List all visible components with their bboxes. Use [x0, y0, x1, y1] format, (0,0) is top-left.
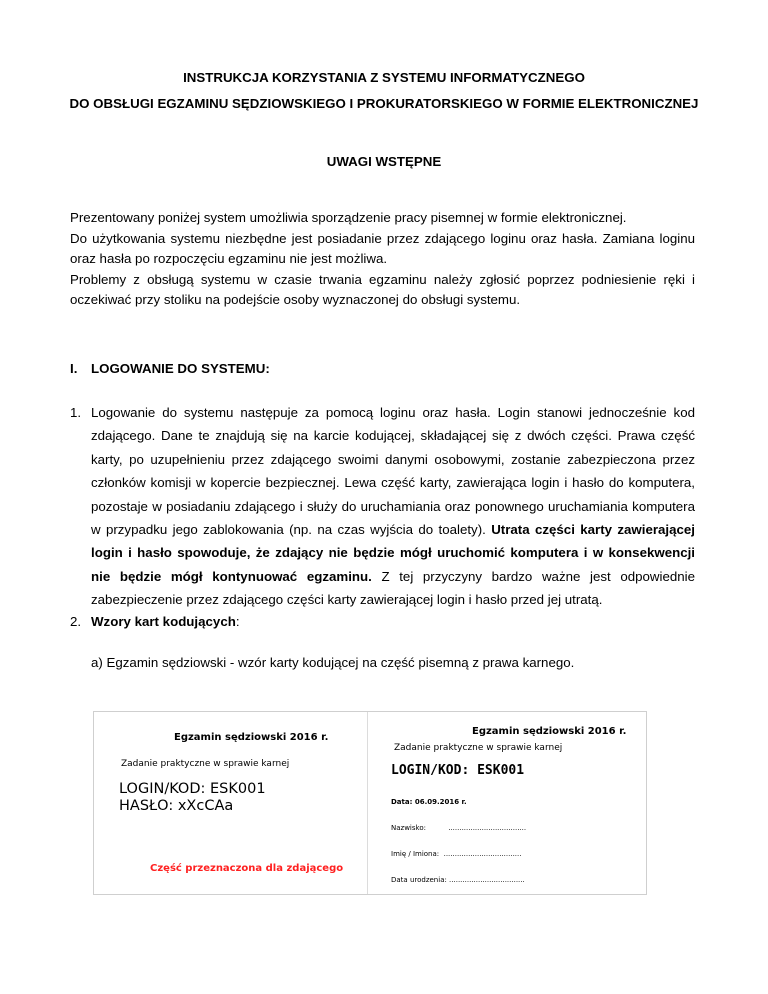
coding-card-sample — [93, 711, 647, 895]
intro-text — [70, 208, 695, 311]
card-right-heading: Egzamin sędziowski 2016 r. — [472, 726, 627, 737]
item-1-number: 1. — [70, 405, 82, 420]
card-left-note: Część przeznaczona dla zdającego — [150, 863, 344, 874]
intro-paragraph-1: Prezentowany poniżej system umożliwia sporządzenie pracy pisemnej w formie elektronicznej. — [70, 210, 627, 225]
intro-paragraph-3: Problemy z obsługą systemu w czasie trwania egzaminu należy zgłosić poprzez podniesienie ręki i oczekiwać przy stoliku na podejście osoby wyznaczonej do obsługi systemu. — [70, 271, 695, 307]
item-2-number: 2. — [70, 614, 82, 629]
section-subtitle: UWAGI WSTĘPNE — [326, 154, 442, 169]
item-2-title-text: Wzory kart kodujących — [91, 614, 236, 629]
card-surname-field: Nazwisko: ................................... — [391, 824, 527, 832]
intro-paragraph-2: Do użytkowania systemu niezbędne jest posiadanie przez zdającego loginu oraz hasła. Zamiana loginu oraz hasła po rozpoczęciu egzaminu nie jest możliwa. — [70, 230, 695, 266]
item-2-subitem-a: a) Egzamin sędziowski - wzór karty kodującej na część pisemną z prawa karnego. — [91, 655, 575, 670]
card-divider — [367, 712, 368, 894]
document-title-line-2: DO OBSŁUGI EGZAMINU SĘDZIOWSKIEGO I PROKURATORSKIEGO W FORMIE ELEKTRONICZNEJ — [69, 96, 699, 111]
card-left-task: Zadanie praktyczne w sprawie karnej — [121, 759, 290, 769]
card-date: Data: 06.09.2016 r. — [391, 798, 467, 806]
card-birthdate-field: Data urodzenia: .................................. — [391, 876, 525, 884]
item-2-title — [91, 614, 240, 629]
card-left-login: LOGIN/KOD: ESK001 — [119, 781, 266, 797]
card-right-login: LOGIN/KOD: ESK001 — [391, 763, 525, 778]
item-1-text-part-a: Logowanie do systemu następuje za pomocą loginu oraz hasła. Login stanowi jednocześnie kod zdającego. Dane te znajdują się na karcie kodującej, składającej się z dwóch części. Prawa część karty, po uzupełnieniu przez zdającego swoimi danymi osobowymi, zostanie zabezpieczona przez członków komisji w kopercie bezpiecznej. Lewa część karty, zawierająca login i hasło do komputera, pozostaje w posiadaniu zdającego i służy do uruchamiania oraz ponownego uruchamiania komputera w przypadku jego zablokowania (np. na czas wyjścia do toalety). — [91, 405, 695, 538]
card-names-field: Imię / Imiona: ................................... — [391, 850, 522, 858]
item-1-text-part-b: Z tej przyczyny bardzo ważne jest odpowiednie zabezpieczenie przez zdającego części karty zawierającej login i hasło przed jej utratą. — [91, 568, 696, 608]
section-number: I. — [70, 361, 78, 376]
card-right-task: Zadanie praktyczne w sprawie karnej — [394, 743, 563, 753]
item-2-title-colon: : — [235, 614, 240, 629]
item-1-text-bold: Utrata części karty zawierającej login i hasło spowoduje, że zdający nie będzie mógł uruchomić komputera i w konsekwencji nie będzie mógł kontynuować egzaminu. — [91, 522, 696, 584]
item-1-text — [91, 401, 695, 612]
card-left-password: HASŁO: xXcCAa — [119, 798, 234, 814]
document-title-line-1: INSTRUKCJA KORZYSTANIA Z SYSTEMU INFORMATYCZNEGO — [183, 70, 585, 85]
card-left-heading: Egzamin sędziowski 2016 r. — [174, 732, 329, 743]
section-title: LOGOWANIE DO SYSTEMU: — [91, 361, 270, 376]
